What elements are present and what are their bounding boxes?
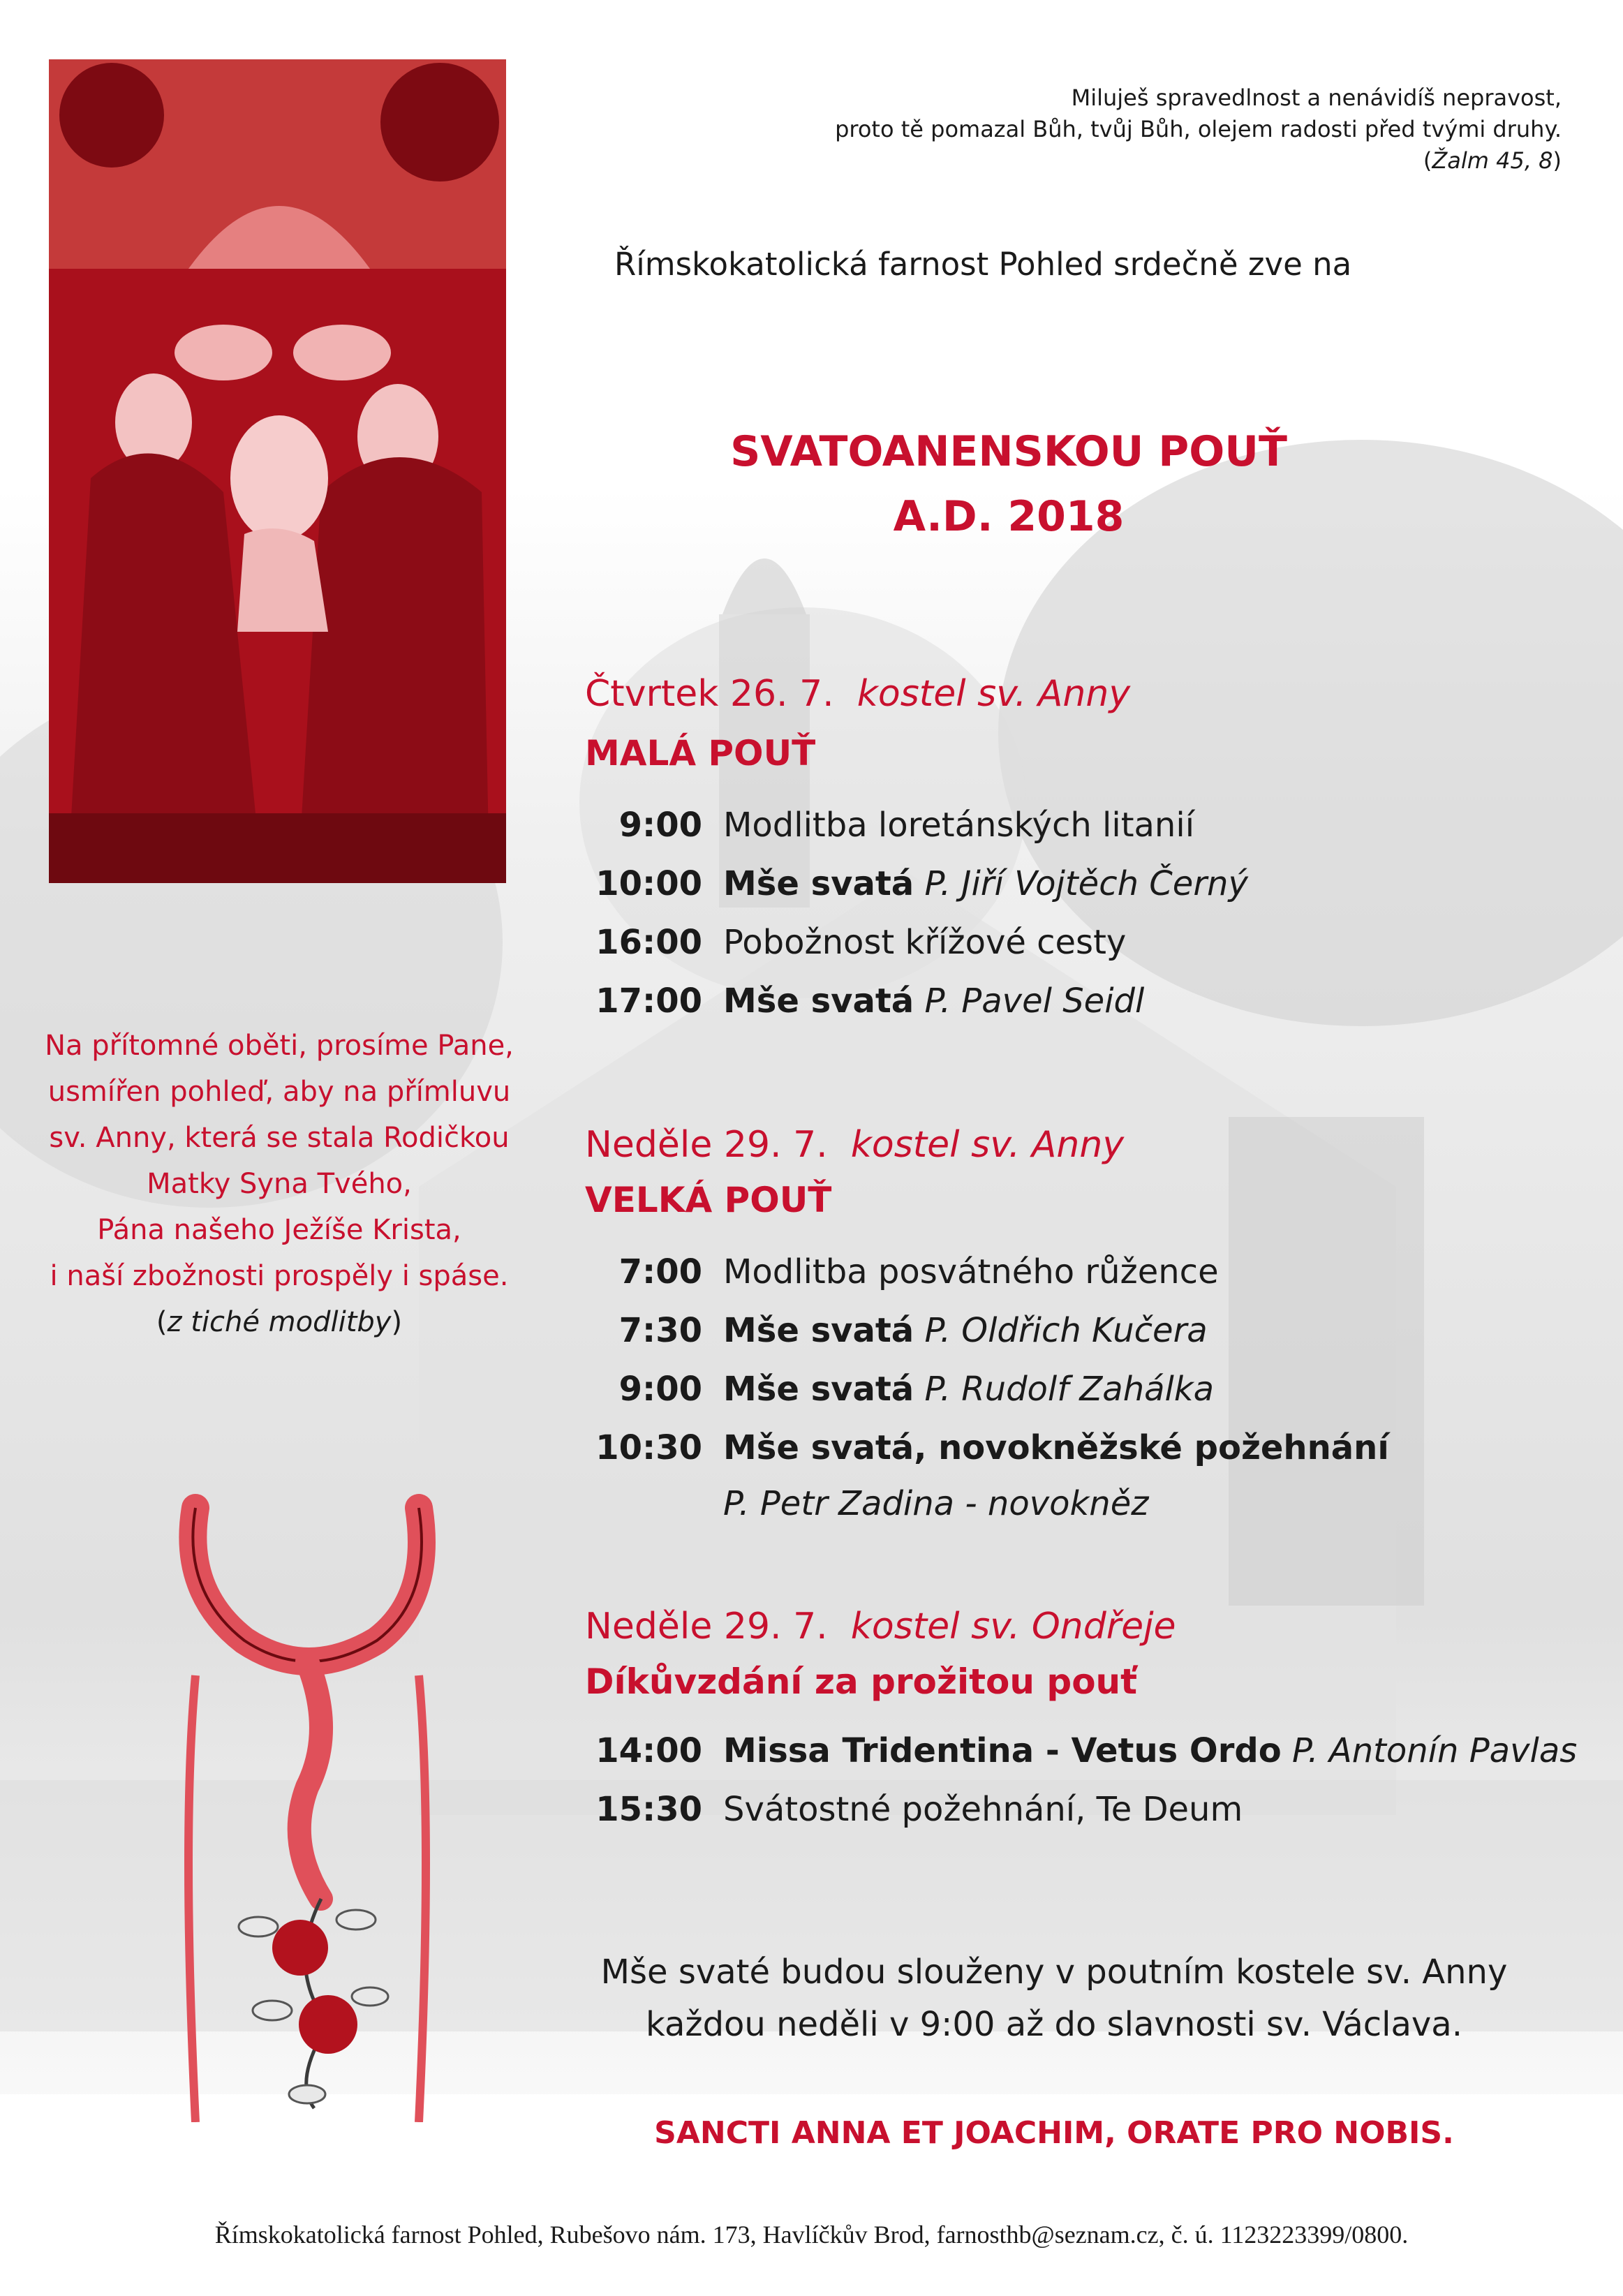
section-1-date: Čtvrtek 26. 7.	[585, 673, 834, 715]
row-text: Modlitba loretánských litanií	[723, 806, 1195, 845]
prayer-source	[14, 1299, 544, 1345]
section-2-heading	[585, 1123, 1124, 1167]
section-1-heading	[585, 672, 1130, 716]
row-bold: Mše svatá	[723, 1370, 914, 1409]
section-3-name: Díkůvzdání za prožitou pouť	[585, 1661, 1138, 1702]
event-title: SVATOANENSKOU POUŤ	[730, 427, 1287, 476]
row-time: 17:00	[595, 982, 702, 1021]
row-time: 16:00	[595, 923, 702, 962]
schedule-row	[585, 1251, 1219, 1293]
row-time: 9:00	[618, 1370, 702, 1409]
schedule-row	[585, 921, 1126, 963]
schedule-row	[585, 1730, 1577, 1772]
section-3-date: Neděle 29. 7.	[585, 1606, 828, 1647]
schedule-row	[585, 863, 1248, 905]
schedule-row	[585, 804, 1194, 846]
schedule-row	[585, 1788, 1243, 1830]
footer-contact: Římskokatolická farnost Pohled, Rubešovo nám. 173, Havlíčkův Brod, farnosthb@seznam.cz, č. ú. 1123223399/0800.	[214, 2221, 1409, 2249]
row-bold: Missa Tridentina - Vetus Ordo	[723, 1731, 1282, 1770]
section-2-date: Neděle 29. 7.	[585, 1124, 828, 1166]
closing-invocation: SANCTI ANNA ET JOACHIM, ORATE PRO NOBIS.	[654, 2115, 1454, 2151]
event-year: A.D. 2018	[893, 492, 1125, 541]
schedule-row	[585, 1310, 1208, 1351]
invitation-line: Římskokatolická farnost Pohled srdečně zve na	[614, 246, 1352, 283]
prayer-line: i naší zbožnosti prospěly i spáse.	[50, 1260, 509, 1292]
mass-note-line-2: každou neděli v 9:00 až do slavnosti sv. Václava.	[646, 2005, 1462, 2044]
row-bold: Mše svatá	[723, 864, 914, 903]
row-italic: P. Petr Zadina - novokněz	[723, 1484, 1149, 1523]
row-italic: P. Pavel Seidl	[924, 982, 1145, 1021]
row-text: Pobožnost křížové cesty	[723, 923, 1127, 962]
row-bold: Mše svatá	[723, 982, 914, 1021]
row-italic: P. Antonín Pavlas	[1292, 1731, 1578, 1770]
mass-note	[579, 1946, 1529, 2051]
psalm-reference	[835, 145, 1562, 177]
section-1-name: MALÁ POUŤ	[585, 733, 816, 773]
row-time: 9:00	[618, 806, 702, 845]
psalm-ref-close: )	[1552, 147, 1562, 174]
section-2-name: VELKÁ POUŤ	[585, 1180, 832, 1220]
mass-note-line-1: Mše svaté budou slouženy v poutním kostele sv. Anny	[600, 1953, 1508, 1992]
row-time: 14:00	[595, 1731, 702, 1770]
row-italic: P. Rudolf Zahálka	[924, 1370, 1215, 1409]
section-2-place: kostel sv. Anny	[850, 1124, 1125, 1166]
baroque-ornament	[168, 1480, 447, 2122]
row-text: Modlitba posvátného růžence	[723, 1252, 1219, 1291]
section-3-place: kostel sv. Ondřeje	[850, 1606, 1176, 1647]
prayer-source-open: (	[156, 1306, 168, 1338]
prayer-source-close: )	[391, 1306, 403, 1338]
row-text: Svátostné požehnání, Te Deum	[723, 1790, 1243, 1829]
prayer-source-text: z tiché modlitby	[167, 1306, 392, 1338]
row-bold: Mše svatá	[723, 1311, 914, 1350]
section-3-heading	[585, 1604, 1176, 1649]
schedule-row	[585, 1368, 1214, 1410]
prayer-line: usmířen pohleď, aby na přímluvu	[47, 1076, 511, 1108]
row-time: 7:30	[618, 1311, 702, 1350]
prayer-line: Matky Syna Tvého,	[147, 1168, 412, 1200]
schedule-row	[585, 1483, 1148, 1525]
section-1-place: kostel sv. Anny	[857, 673, 1131, 715]
psalm-quote	[835, 82, 1562, 177]
row-time: 10:30	[595, 1428, 702, 1467]
row-time: 10:00	[595, 864, 702, 903]
psalm-line-2: proto tě pomazal Bůh, tvůj Bůh, olejem radosti před tvými druhy.	[835, 116, 1562, 142]
row-bold: Mše svatá, novokněžské požehnání	[723, 1428, 1389, 1467]
schedule-row	[585, 980, 1144, 1022]
prayer-line: Pána našeho Ježíše Krista,	[97, 1214, 461, 1246]
row-time: 7:00	[618, 1252, 702, 1291]
row-italic: P. Jiří Vojtěch Černý	[924, 864, 1248, 903]
row-time: 15:30	[595, 1790, 702, 1829]
row-italic: P. Oldřich Kučera	[924, 1311, 1208, 1350]
prayer-line: Na přítomné oběti, prosíme Pane,	[45, 1030, 514, 1062]
psalm-line-1: Miluješ spravedlnost a nenávidíš nepravost,	[1071, 84, 1562, 111]
prayer-line: sv. Anny, která se stala Rodičkou	[49, 1122, 510, 1154]
psalm-ref-open: (	[1423, 147, 1432, 174]
schedule-row	[585, 1427, 1389, 1469]
psalm-ref-text: Žalm 45, 8	[1432, 147, 1553, 174]
prayer-text	[14, 1023, 544, 1345]
